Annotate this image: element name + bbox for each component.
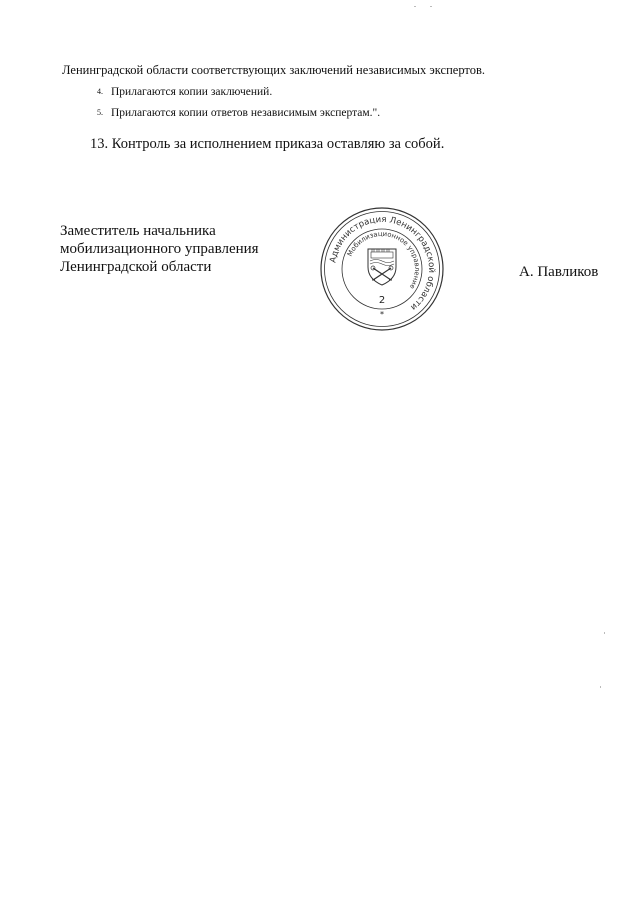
attachment-number: 5.	[97, 108, 103, 117]
signatory-title	[60, 222, 259, 276]
official-seal-stamp	[318, 205, 446, 333]
seal-star: *	[380, 310, 384, 319]
clause-13: 13. Контроль за исполнением приказа оставляю за собой.	[90, 136, 445, 152]
scan-speck	[600, 686, 601, 688]
attachment-text: Прилагаются копии заключений.	[111, 86, 273, 98]
signatory-title-line: Заместитель начальника	[60, 223, 216, 239]
coat-of-arms-icon	[368, 249, 396, 285]
seal-inner-text: Мобилизационное управление	[345, 229, 422, 291]
paragraph-line: Ленинградской области соответствующих заключений независимых экспертов.	[62, 63, 486, 77]
attachment-item	[97, 108, 380, 120]
scan-speck	[430, 6, 432, 7]
attachment-number: 4.	[97, 87, 103, 96]
attachment-item	[97, 87, 272, 99]
signatory-name: А. Павликов	[519, 264, 599, 280]
seal-ring-text: Администрация Ленинградской области	[328, 214, 437, 313]
scan-speck	[604, 632, 605, 634]
scan-speck	[414, 6, 416, 7]
signatory-title-line: Ленинградской области	[60, 259, 212, 275]
signatory-title-line: мобилизационного управления	[60, 241, 259, 257]
attachment-text: Прилагаются копии ответов независимым экспертам.".	[111, 107, 381, 119]
seal-number: 2	[378, 295, 386, 306]
